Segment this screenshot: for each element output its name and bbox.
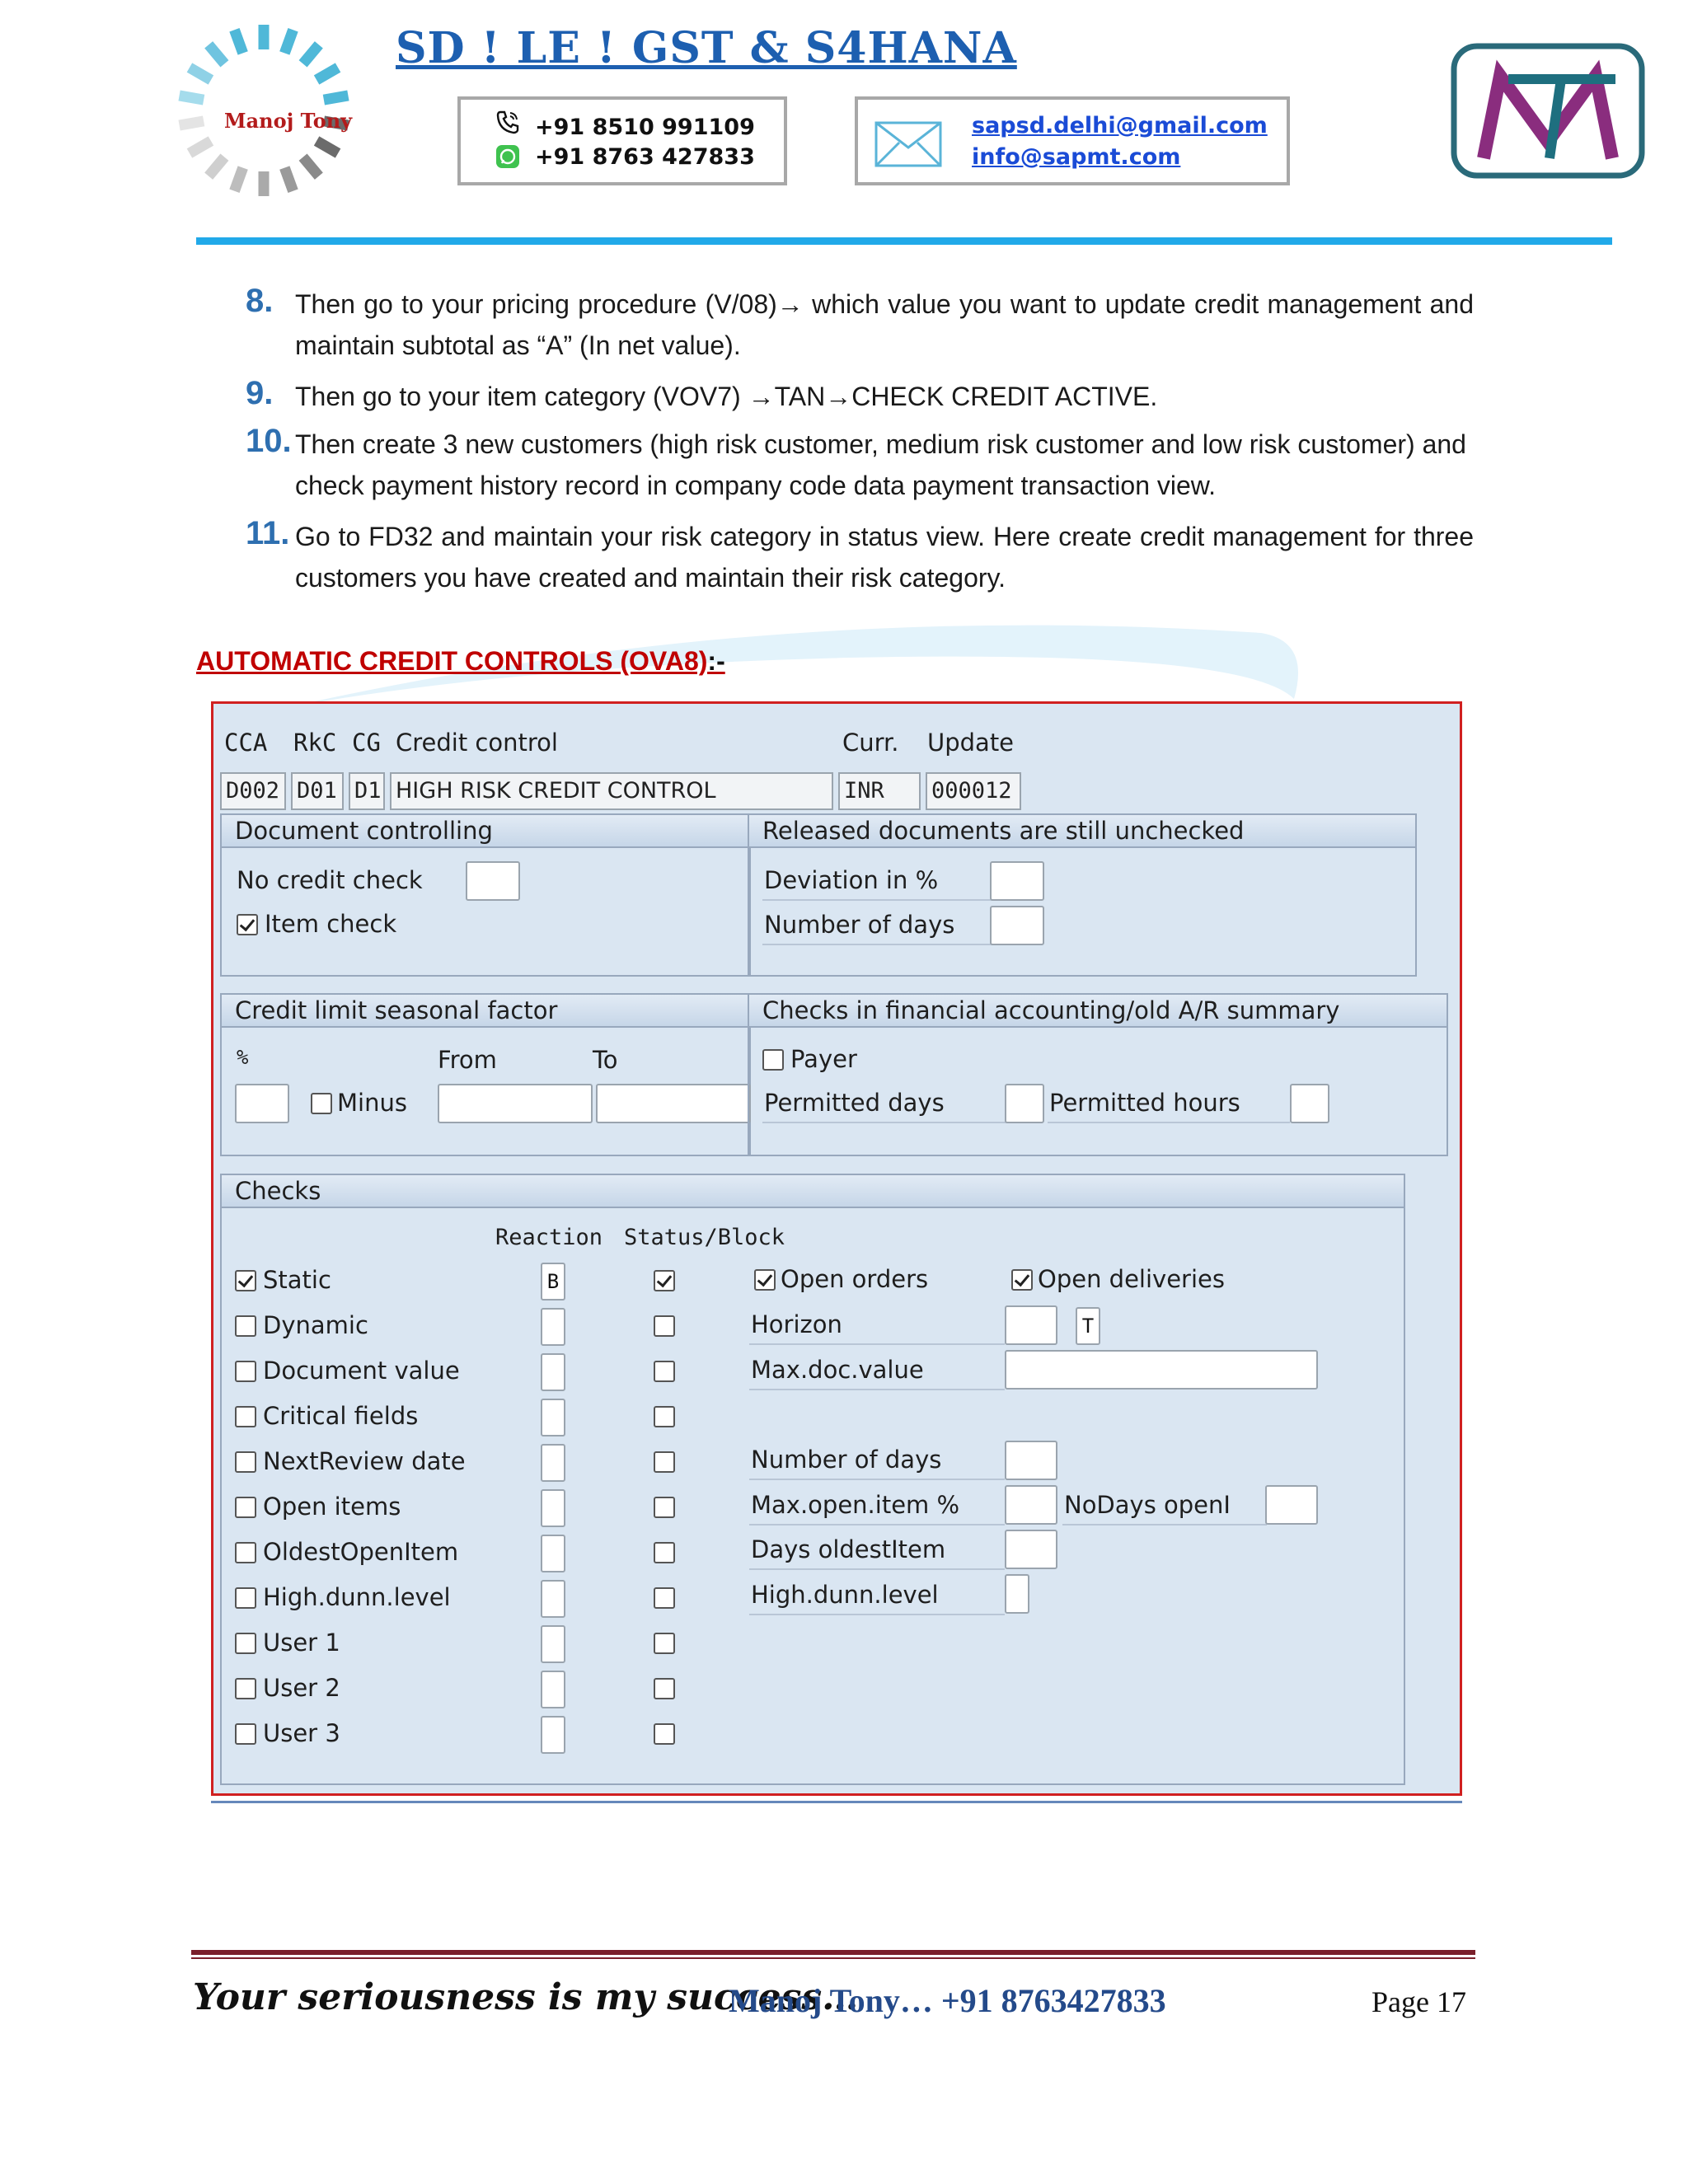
check-row-checkbox[interactable] [235,1542,256,1563]
underline [749,1568,1005,1570]
status-block-header: Status/Block [624,1225,785,1250]
cg-field[interactable]: D1 [349,772,385,810]
reaction-field[interactable] [541,1671,565,1708]
credit-control-field[interactable]: HIGH RISK CREDIT CONTROL [390,772,833,810]
group-title: Released documents are still unchecked [762,817,1245,845]
check-row-label: Static [263,1266,331,1294]
check-row-checkbox[interactable] [235,1315,256,1337]
deviation-input[interactable] [990,861,1044,901]
max-open-item-label: Max.open.item % [751,1491,960,1519]
check-row-checkbox[interactable] [235,1633,256,1654]
reaction-field[interactable] [541,1580,565,1618]
seasonal-to-input[interactable] [596,1084,751,1123]
phone-number-1[interactable]: +91 8510 991109 [535,115,755,140]
status-block-checkbox[interactable] [654,1361,675,1382]
seasonal-from-input[interactable] [438,1084,593,1123]
check-row-checkbox[interactable] [235,1361,256,1382]
max-open-item-input[interactable] [1005,1485,1057,1525]
group-title: Checks in financial accounting/old A/R summary [762,996,1340,1024]
group-title: Document controlling [235,817,493,845]
released-documents-group [748,813,1417,977]
deviation-label: Deviation in % [764,866,939,894]
open-orders-label: Open orders [781,1265,929,1293]
financial-checks-group [748,993,1448,1156]
open-orders-checkbox[interactable] [754,1269,776,1291]
reaction-field[interactable] [541,1308,565,1346]
section-heading: AUTOMATIC CREDIT CONTROLS (OVA8):- [196,646,725,676]
reaction-field[interactable] [541,1535,565,1572]
update-field[interactable]: 000012 [926,772,1021,810]
days-oldest-item-label: Days oldestItem [751,1535,946,1563]
status-block-checkbox[interactable] [654,1633,675,1654]
list-item [246,376,1474,417]
permitted-days-label: Permitted days [764,1089,945,1117]
reaction-header: Reaction [495,1225,603,1250]
label-update: Update [927,729,1015,757]
group-title: Checks [235,1177,321,1205]
status-block-checkbox[interactable] [654,1406,675,1427]
from-label: From [438,1046,497,1074]
open-deliveries-checkbox[interactable] [1011,1269,1033,1291]
status-block-checkbox[interactable] [654,1587,675,1609]
check-row-checkbox[interactable] [235,1451,256,1473]
item-check-checkbox[interactable] [237,914,258,935]
list-text: Then go to your item category (VOV7) →TAN→CHECK CREDIT ACTIVE. [295,382,1158,411]
check-row-label: Critical fields [263,1402,419,1430]
document-controlling-group [220,813,751,977]
whatsapp-icon [495,144,520,169]
underline [749,1389,1005,1390]
reaction-field[interactable] [541,1353,565,1391]
phone-box [457,96,787,185]
footer-tagline: Your seriousness is my success… [193,1976,859,2018]
page-number: Page 17 [1372,1985,1466,2018]
footer-contact: Manoj Tony… +91 8763427833 [729,1982,1166,2019]
page-title: SD ! LE ! GST & S4HANA [396,23,1017,73]
horizon-label: Horizon [751,1310,842,1338]
mt-monogram-logo [1451,43,1645,179]
check-row-checkbox[interactable] [235,1723,256,1745]
sap-credit-control-screen [211,701,1462,1796]
underline [749,1479,1005,1480]
underline [762,899,993,901]
list-item [246,424,1474,506]
underline [749,1524,1005,1526]
label-curr: Curr. [842,729,899,757]
phone-icon [495,110,520,134]
released-number-of-days-label: Number of days [764,911,955,939]
status-block-checkbox[interactable] [654,1315,675,1337]
percent-label: % [237,1046,249,1069]
label-rkc: RkC [293,729,337,757]
footer-divider-thin [191,1957,1475,1959]
header-divider [196,237,1612,245]
footer-divider [191,1950,1475,1955]
phone-number-2[interactable]: +91 8763 427833 [535,144,755,170]
group-title: Credit limit seasonal factor [235,996,558,1024]
seasonal-percent-input[interactable] [235,1084,289,1123]
list-number: 8. [246,283,274,319]
check-row-label: User 1 [263,1629,340,1657]
list-number: 10. [246,423,292,459]
check-row-label: NextReview date [263,1447,466,1475]
list-text: Go to FD32 and maintain your risk category in status view. Here create credit management for three customers you have created and maintain their risk category. [295,522,1474,593]
status-block-checkbox[interactable] [654,1451,675,1473]
no-credit-check-label: No credit check [237,866,423,894]
list-number: 11. [246,515,290,551]
no-credit-check-input[interactable] [466,861,520,901]
check-row-checkbox[interactable] [235,1497,256,1518]
underline [749,1614,1005,1615]
reaction-field[interactable] [541,1716,565,1754]
cca-field[interactable]: D002 [220,772,286,810]
reaction-field[interactable] [541,1444,565,1482]
open-deliveries-label: Open deliveries [1038,1265,1225,1293]
reaction-field[interactable] [541,1625,565,1663]
list-text: Then create 3 new customers (high risk customer, medium risk customer and low risk customer) and check payment history record in company code data payment transaction view. [295,429,1466,500]
reaction-field[interactable] [541,1399,565,1436]
check-row-checkbox[interactable] [235,1406,256,1427]
sap-bottom-border [211,1801,1462,1803]
check-row-label: Open items [263,1493,401,1521]
email-box [855,96,1290,185]
check-row-checkbox[interactable] [235,1587,256,1609]
to-label: To [593,1046,618,1074]
underline [1062,1524,1267,1526]
list-number: 9. [246,375,274,411]
currency-field[interactable]: INR [838,772,921,810]
list-item [246,284,1474,366]
status-block-checkbox[interactable] [654,1542,675,1563]
label-credit-control: Credit control [396,729,558,757]
max-doc-value-input[interactable] [1005,1350,1318,1390]
high-dunn-level-input[interactable] [1005,1574,1029,1614]
underline [762,1122,1013,1123]
email-link-2[interactable]: info@sapmt.com [972,144,1181,170]
status-block-checkbox[interactable] [654,1497,675,1518]
underline [749,1343,1005,1345]
check-row-label: User 2 [263,1674,340,1702]
reaction-field[interactable] [541,1489,565,1527]
max-doc-value-label: Max.doc.value [751,1356,924,1384]
underline [762,944,993,945]
check-row-checkbox[interactable] [235,1270,256,1291]
list-text: Then go to your pricing procedure (V/08)→ which value you want to update credit management and maintain subtotal as “A” (In net value). [295,289,1474,360]
status-block-checkbox[interactable] [654,1270,675,1291]
permitted-hours-input[interactable] [1290,1084,1329,1123]
payer-checkbox[interactable] [762,1049,784,1071]
list-item [246,516,1474,598]
check-row-label: Document value [263,1357,460,1385]
checks-group [220,1174,1405,1785]
email-link-1[interactable]: sapsd.delhi@gmail.com [972,113,1268,138]
underline [1048,1122,1290,1123]
seasonal-factor-group [220,993,751,1156]
payer-label: Payer [790,1045,857,1073]
reaction-field[interactable]: B [541,1263,565,1301]
label-cca: CCA [224,729,268,757]
days-oldest-item-input[interactable] [1005,1530,1057,1569]
logo-text: Manoj Tony [224,109,353,133]
label-cg: CG [352,729,381,757]
minus-checkbox[interactable] [311,1093,332,1114]
number-of-days-label: Number of days [751,1446,942,1474]
high-dunn-level-label: High.dunn.level [751,1581,939,1609]
minus-label: Minus [337,1089,407,1117]
status-block-checkbox[interactable] [654,1723,675,1745]
nodays-openi-label: NoDays openI [1064,1491,1231,1519]
released-number-of-days-input[interactable] [990,906,1044,945]
horizon-input[interactable] [1005,1305,1057,1345]
envelope-icon [874,121,942,167]
nodays-openi-input[interactable] [1265,1485,1318,1525]
permitted-days-input[interactable] [1005,1084,1044,1123]
horizon-unit-field[interactable]: T [1076,1307,1100,1345]
rkc-field[interactable]: D01 [291,772,344,810]
number-of-days-input[interactable] [1005,1441,1057,1480]
item-check-label: Item check [265,910,397,938]
check-row-checkbox[interactable] [235,1678,256,1699]
check-row-label: OldestOpenItem [263,1538,459,1566]
check-row-label: Dynamic [263,1311,368,1339]
permitted-hours-label: Permitted hours [1049,1089,1240,1117]
check-row-label: High.dunn.level [263,1583,451,1611]
check-row-label: User 3 [263,1719,340,1747]
status-block-checkbox[interactable] [654,1678,675,1699]
